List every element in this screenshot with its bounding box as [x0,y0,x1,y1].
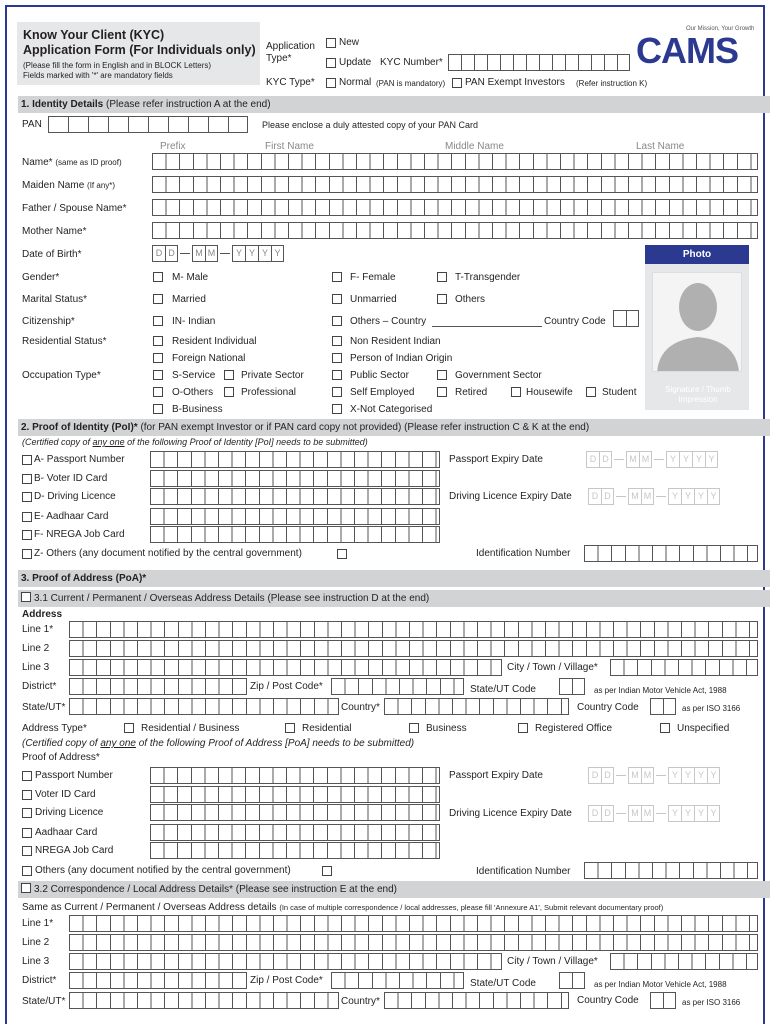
gender-male-checkbox[interactable] [153,272,163,282]
corr-line3-input[interactable] [69,953,502,970]
kyc-number-label: KYC Number* [380,57,443,68]
section-poa-title: 3. Proof of Address (PoA)* [21,573,147,584]
citizenship-indian-label: IN- Indian [172,316,216,327]
occ-others-label: O-Others [172,387,214,398]
maiden-note: (If any*) [87,181,116,190]
section-identity-note: (Please refer instruction A at the end) [106,99,271,110]
occ-service-checkbox[interactable] [153,370,163,380]
refer-k-note: (Refer instruction K) [576,79,648,88]
nri-label: Non Resident Indian [350,336,441,347]
addr-registered-label: Registered Office [535,723,613,734]
state-input[interactable] [69,698,339,715]
correspondence-checkbox[interactable] [21,883,31,893]
occ-professional-label: Professional [241,387,297,398]
corr-country-input[interactable] [384,992,569,1009]
occ-housewife-label: Housewife [526,387,573,398]
father-name-input-row[interactable] [152,199,758,216]
pan-exempt-label: PAN Exempt Investors [465,77,565,88]
addr-business-checkbox[interactable] [409,723,419,733]
unmarried-checkbox[interactable] [332,294,342,304]
pan-label: PAN [22,119,42,130]
pan-mandatory-note: (PAN is mandatory) [376,79,446,88]
poa-dl-input[interactable] [150,804,440,821]
city-label: City / Town / Village* [507,662,598,673]
correspondence-title: 3.2 Correspondence / Local Address Details* [34,884,234,895]
occ-public-label: Public Sector [350,370,409,381]
poa-nrega-input[interactable] [150,842,440,859]
corr-line3-label: Line 3 [22,956,50,967]
dob-label: Date of Birth* [22,249,82,260]
citizenship-others-checkbox[interactable] [332,316,342,326]
maiden-label-text: Maiden Name [22,180,85,191]
country-code-input[interactable] [613,310,639,327]
poa-aadhaar-checkbox[interactable] [22,828,32,838]
nri-checkbox[interactable] [332,336,342,346]
mandatory-note: Fields marked with '*' are mandatory fields [23,71,173,80]
current-address-title: 3.1 Current / Permanent / Overseas Address Details [34,593,265,604]
poa-aadhaar-label: Aadhaar Card [35,827,98,838]
name-label [22,157,122,168]
residential-status-label: Residential Status* [22,336,107,347]
name-label-text: Name* [22,157,53,168]
poi-dl-checkbox[interactable] [22,492,32,502]
address-label: Address [22,609,63,620]
state-label: State/UT* [22,702,66,713]
same-as-note: (In case of multiple correspondence / local addresses, please fill 'Annexure A1', Submit relevant documentary proof) [279,903,664,912]
poa-nrega-label: NREGA Job Card [35,845,114,856]
address-line2-input[interactable] [69,640,758,657]
dob-cell: Y [232,245,245,262]
signature-note: Signature / Thumb Impression [665,385,731,404]
iso-note: as per ISO 3166 [682,704,741,713]
country-input-line[interactable] [432,326,542,327]
gender-male-label: M- Male [172,272,209,283]
mother-name-label: Mother Name* [22,226,87,237]
marital-others-checkbox[interactable] [437,294,447,304]
district-label: District* [22,681,57,692]
kyc-type-label: KYC Type* [266,77,315,88]
mother-name-input-row[interactable] [152,222,758,239]
form-instruction: (Please fill the form in English and in BLOCK Letters) [23,61,212,70]
corr-mv-act-note: as per Indian Motor Vehicle Act, 1988 [594,980,727,989]
poi-certified-b: of the following Proof of Identity [PoI] needs to be submitted) [127,437,368,447]
name-input-row[interactable] [152,153,758,170]
subsection-correspondence-address [18,881,770,898]
gender-transgender-label: T-Transgender [455,272,521,283]
unmarried-label: Unmarried [350,294,397,305]
gender-female-checkbox[interactable] [332,272,342,282]
corr-zip-label: Zip / Post Code* [250,975,323,986]
married-checkbox[interactable] [153,294,163,304]
poi-passport-input[interactable] [150,451,440,468]
poi-passport-checkbox[interactable] [22,455,32,465]
poa-certified-note [22,738,414,749]
occ-retired-label: Retired [455,387,488,398]
current-address-checkbox[interactable] [21,592,31,602]
citizenship-label: Citizenship* [22,316,75,327]
country-label: Country* [341,702,380,713]
resident-individual-label: Resident Individual [172,336,257,347]
poi-voter-label: B- Voter ID Card [34,473,108,484]
correspondence-note: (Please see instruction E at the end) [235,884,397,895]
pan-note: Please enclose a duly attested copy of your PAN Card [262,120,478,130]
person-silhouette-icon [652,272,742,372]
middle-name-column: Middle Name [445,141,504,152]
poi-dl-label: D- Driving Licence [34,491,116,502]
country-input[interactable] [384,698,569,715]
poa-certified-any: any one [100,738,136,749]
current-address-note: (Please see instruction D at the end) [267,593,430,604]
poa-certified-a: (Certified copy of [22,738,98,749]
first-name-column: First Name [265,141,314,152]
poi-voter-checkbox[interactable] [22,474,32,484]
corr-line1-label: Line 1* [22,918,54,929]
section-proof-of-address [18,570,770,587]
poi-identification-number-input[interactable] [584,545,758,562]
poa-certified-b: of the following Proof of Address [PoA] needs to be submitted) [138,738,415,749]
occ-government-label: Government Sector [455,370,542,381]
occ-self-employed-label: Self Employed [350,387,415,398]
section-identity-details [18,96,770,113]
addr-residential-label: Residential [302,723,352,734]
occ-government-checkbox[interactable] [437,370,447,380]
corr-line1-input[interactable] [69,915,758,932]
section-poi-title: 2. Proof of Identity (PoI)* [21,422,138,433]
poa-voter-label: Voter ID Card [35,789,96,800]
dob-cell: Y [271,245,284,262]
poi-voter-input[interactable] [150,470,440,487]
occ-not-categorised-checkbox[interactable] [332,404,342,414]
poi-others-tick-box[interactable] [337,549,347,559]
poi-nrega-checkbox[interactable] [22,530,32,540]
married-label: Married [172,294,206,305]
poi-certified-a: (Certified copy of [22,437,91,447]
same-as-label [22,902,663,913]
country-code-label: Country Code [544,316,606,327]
corr-district-label: District* [22,975,57,986]
addr-res-business-label: Residential / Business [141,723,240,734]
poi-dl-expiry-input[interactable]: D D M M Y Y Y Y [588,488,720,505]
poi-passport-expiry-input[interactable]: D D M M Y Y Y Y [586,451,718,468]
country-code-input-31[interactable] [650,698,676,715]
poa-identification-number-input[interactable] [584,862,758,879]
gender-female-label: F- Female [350,272,396,283]
resident-individual-checkbox[interactable] [153,336,163,346]
marital-status-label: Marital Status* [22,294,88,305]
occupation-type-label: Occupation Type* [22,370,101,381]
state-code-input[interactable] [559,678,585,695]
poi-aadhaar-checkbox[interactable] [22,512,32,522]
occ-not-categorised-label: X-Not Categorised [350,404,433,415]
addr-registered-checkbox[interactable] [518,723,528,733]
update-checkbox[interactable] [326,58,336,68]
last-name-column: Last Name [636,141,685,152]
citizenship-others-label: Others – Country [350,316,427,327]
poa-voter-checkbox[interactable] [22,790,32,800]
kyc-number-input[interactable] [448,54,630,71]
poa-dl-label: Driving Licence [35,807,104,818]
pio-label: Person of Indian Origin [350,353,453,364]
poa-dl-expiry-input[interactable]: D D M M Y Y Y Y [588,805,720,822]
occ-private-label: Private Sector [241,370,304,381]
pan-exempt-checkbox[interactable] [452,78,462,88]
occ-student-checkbox[interactable] [586,387,596,397]
section-identity-title: 1. Identity Details [21,99,104,110]
country-code-label-31: Country Code [577,702,639,713]
dob-cell: D [152,245,165,262]
form-title-box [17,22,260,85]
normal-label: Normal [339,77,372,88]
occ-student-label: Student [602,387,637,398]
update-label: Update [339,57,372,68]
dob-cell: M [192,245,205,262]
dob-cell: Y [245,245,258,262]
corr-country-code-input[interactable] [650,992,676,1009]
corr-country-code-label: Country Code [577,995,639,1006]
poa-voter-input[interactable] [150,786,440,803]
poa-passport-expiry-input[interactable]: D D M M Y Y Y Y [588,767,720,784]
poi-nrega-input[interactable] [150,526,440,543]
dob-cell: Y [258,245,271,262]
zip-label: Zip / Post Code* [250,681,323,692]
address-line3-input[interactable] [69,659,502,676]
corr-country-label: Country* [341,996,380,1007]
state-code-label: State/UT Code [470,684,536,695]
poi-aadhaar-label: E- Aadhaar Card [34,511,109,522]
photo-label: Photo [645,245,749,264]
line2-label: Line 2 [22,643,50,654]
mv-act-note: as per Indian Motor Vehicle Act, 1988 [594,686,727,695]
occ-self-employed-checkbox[interactable] [332,387,342,397]
cams-logo: CAMS [636,30,738,71]
address-type-label: Address Type* [22,723,87,734]
poa-nrega-checkbox[interactable] [22,846,32,856]
gender-label: Gender* [22,272,60,283]
poa-dl-checkbox[interactable] [22,808,32,818]
corr-line2-label: Line 2 [22,937,50,948]
poi-dl-expiry-label: Driving Licence Expiry Date [449,491,572,502]
pio-checkbox[interactable] [332,353,342,363]
corr-state-label: State/UT* [22,996,66,1007]
corr-state-input[interactable] [69,992,339,1009]
foreign-national-label: Foreign National [172,353,246,364]
dob-input[interactable] [152,245,284,262]
corr-zip-input[interactable] [331,972,464,989]
poi-certified-any: any one [92,437,125,447]
poa-identification-number-label: Identification Number [476,866,571,877]
marital-others-label: Others [455,294,486,305]
poi-identification-number-label: Identification Number [476,548,571,559]
dob-cell: M [205,245,218,262]
poa-aadhaar-input[interactable] [150,824,440,841]
poa-dl-expiry-label: Driving Licence Expiry Date [449,808,572,819]
proof-of-address-label: Proof of Address* [22,752,100,763]
addr-business-label: Business [426,723,467,734]
poi-aadhaar-input[interactable] [150,508,440,525]
poi-dl-input[interactable] [150,488,440,505]
occ-housewife-checkbox[interactable] [511,387,521,397]
normal-checkbox[interactable] [326,78,336,88]
corr-state-code-label: State/UT Code [470,978,536,989]
citizenship-indian-checkbox[interactable] [153,316,163,326]
addr-residential-checkbox[interactable] [285,723,295,733]
corr-city-label: City / Town / Village* [507,956,598,967]
line1-label: Line 1* [22,624,54,635]
corr-district-input[interactable] [69,972,247,989]
logo-tagline: Our Mission, Your Growth [686,26,755,32]
poi-passport-expiry-label: Passport Expiry Date [449,454,543,465]
poi-others-label: Z- Others (any document notified by the central government) [34,548,302,559]
occ-business-label: B-Business [172,404,223,415]
city-input[interactable] [610,659,758,676]
poa-others-checkbox[interactable] [22,866,32,876]
section-poi-note: (for PAN exempt Investor or if PAN card copy not provided) (Please refer instruction C & K at the end) [140,422,590,433]
poa-others-tick-box[interactable] [322,866,332,876]
occ-others-checkbox[interactable] [153,387,163,397]
dob-cell: D [165,245,178,262]
occ-professional-checkbox[interactable] [224,387,234,397]
maiden-name-input-row[interactable] [152,176,758,193]
father-spouse-label: Father / Spouse Name* [22,203,127,214]
poa-passport-expiry-label: Passport Expiry Date [449,770,543,781]
form-title: Know Your Client (KYC) [23,28,165,42]
maiden-name-label [22,180,115,191]
poa-passport-checkbox[interactable] [22,771,32,781]
occ-business-checkbox[interactable] [153,404,163,414]
address-line1-input[interactable] [69,621,758,638]
poa-passport-label: Passport Number [35,770,113,781]
poa-passport-input[interactable] [150,767,440,784]
subsection-current-address [18,590,770,607]
poa-others-label: Others (any document notified by the central government) [35,865,291,876]
corr-city-input[interactable] [610,953,758,970]
form-subtitle: Application Form (For Individuals only) [23,43,256,57]
new-label: New [339,37,360,48]
same-as-text: Same as Current / Permanent / Overseas Address details [22,902,277,913]
application-type-label: Application Type* [266,41,315,64]
addr-res-business-checkbox[interactable] [124,723,134,733]
poi-passport-label: A- Passport Number [34,454,125,465]
district-input[interactable] [69,678,247,695]
gender-transgender-checkbox[interactable] [437,272,447,282]
corr-state-code-input[interactable] [559,972,585,989]
occ-retired-checkbox[interactable] [437,387,447,397]
occ-public-checkbox[interactable] [332,370,342,380]
section-proof-of-identity [18,419,770,436]
addr-unspecified-label: Unspecified [677,723,730,734]
poi-others-checkbox[interactable] [22,549,32,559]
occ-service-label: S-Service [172,370,216,381]
corr-line2-input[interactable] [69,934,758,951]
poi-certified-note [22,437,368,447]
foreign-national-checkbox[interactable] [153,353,163,363]
prefix-column: Prefix [160,141,186,152]
line3-label: Line 3 [22,662,50,673]
corr-iso-note: as per ISO 3166 [682,998,741,1007]
poi-nrega-label: F- NREGA Job Card [34,529,125,540]
zip-input[interactable] [331,678,464,695]
pan-input[interactable] [48,116,248,133]
name-note: (same as ID proof) [55,158,122,167]
new-checkbox[interactable] [326,38,336,48]
occ-private-checkbox[interactable] [224,370,234,380]
addr-unspecified-checkbox[interactable] [660,723,670,733]
